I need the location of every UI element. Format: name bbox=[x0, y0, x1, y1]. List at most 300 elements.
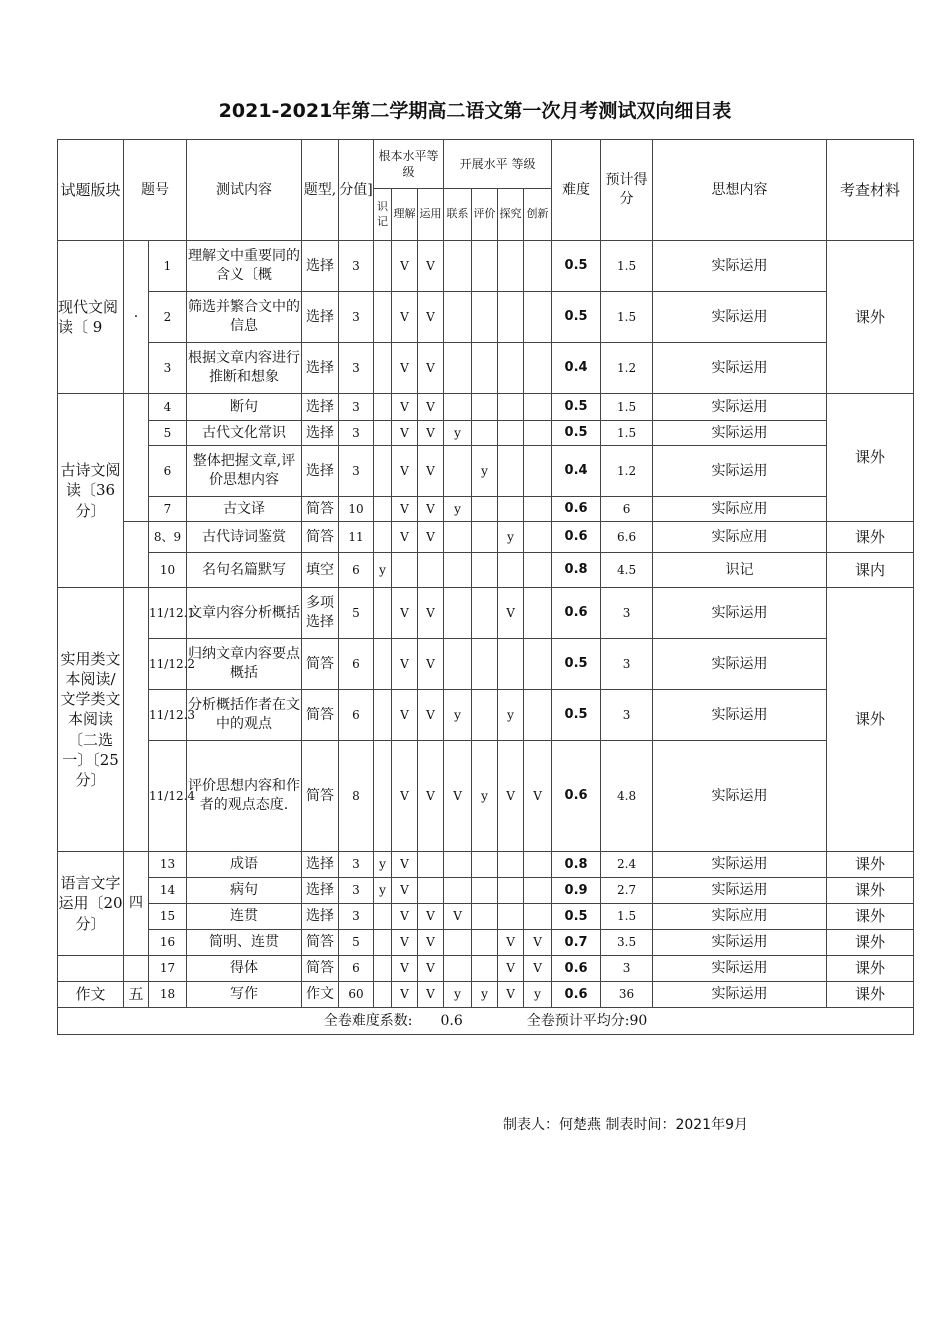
thought-content: 实际应用 bbox=[653, 497, 827, 522]
question-type: 多项选择 bbox=[302, 588, 339, 639]
table-row bbox=[58, 982, 914, 1008]
level-mark bbox=[524, 690, 552, 741]
level-mark: y bbox=[472, 982, 498, 1008]
expected-score: 4.8 bbox=[601, 741, 653, 852]
level-mark bbox=[444, 930, 472, 956]
material-source: 课外 bbox=[827, 588, 914, 852]
level-mark bbox=[472, 852, 498, 878]
level-mark bbox=[498, 343, 524, 394]
header-type: 题型, bbox=[302, 140, 339, 241]
level-mark bbox=[498, 553, 524, 588]
level-mark bbox=[418, 553, 444, 588]
level-mark bbox=[498, 639, 524, 690]
level-mark bbox=[472, 522, 498, 553]
level-mark: V bbox=[418, 292, 444, 343]
expected-score: 2.7 bbox=[601, 878, 653, 904]
question-score: 6 bbox=[339, 690, 374, 741]
question-type: 选择 bbox=[302, 292, 339, 343]
level-mark bbox=[472, 343, 498, 394]
level-mark bbox=[374, 522, 392, 553]
level-mark bbox=[374, 588, 392, 639]
material-source: 课外 bbox=[827, 394, 914, 522]
question-type: 简答 bbox=[302, 741, 339, 852]
level-mark: V bbox=[392, 292, 418, 343]
level-mark: V bbox=[392, 930, 418, 956]
level-mark bbox=[524, 878, 552, 904]
level-mark bbox=[498, 497, 524, 522]
question-number: 11/12.1 bbox=[149, 588, 187, 639]
question-number: 4 bbox=[149, 394, 187, 421]
thought-content: 实际运用 bbox=[653, 930, 827, 956]
level-mark bbox=[472, 690, 498, 741]
level-mark bbox=[444, 522, 472, 553]
question-content: 文章内容分析概括 bbox=[187, 588, 302, 639]
difficulty-value: 0.6 bbox=[552, 956, 601, 982]
header-level-create: 创新 bbox=[524, 189, 552, 241]
question-number: 15 bbox=[149, 904, 187, 930]
level-mark: y bbox=[374, 553, 392, 588]
thought-content: 实际运用 bbox=[653, 241, 827, 292]
question-type: 选择 bbox=[302, 852, 339, 878]
question-type: 填空 bbox=[302, 553, 339, 588]
difficulty-value: 0.4 bbox=[552, 446, 601, 497]
material-source: 课外 bbox=[827, 878, 914, 904]
level-mark bbox=[524, 588, 552, 639]
question-content: 分析概括作者在文中的观点 bbox=[187, 690, 302, 741]
question-score: 3 bbox=[339, 241, 374, 292]
level-mark: V bbox=[418, 446, 444, 497]
level-mark bbox=[524, 522, 552, 553]
difficulty-value: 0.6 bbox=[552, 741, 601, 852]
question-content: 古代文化常识 bbox=[187, 421, 302, 446]
level-mark: V bbox=[498, 588, 524, 639]
question-number: 11/12.4 bbox=[149, 741, 187, 852]
difficulty-value: 0.4 bbox=[552, 343, 601, 394]
level-mark bbox=[374, 446, 392, 497]
expected-score: 1.2 bbox=[601, 343, 653, 394]
footer-credit: 制表人：何楚燕 制表时间：2021年9月 bbox=[503, 1117, 748, 1133]
difficulty-value: 0.5 bbox=[552, 639, 601, 690]
level-mark: y bbox=[374, 852, 392, 878]
summary-average-label: 全卷预计平均分: bbox=[526, 1012, 630, 1029]
table-row bbox=[58, 343, 914, 394]
level-mark: V bbox=[418, 639, 444, 690]
level-mark bbox=[472, 930, 498, 956]
question-score: 60 bbox=[339, 982, 374, 1008]
question-type: 作文 bbox=[302, 982, 339, 1008]
level-mark bbox=[524, 553, 552, 588]
level-mark bbox=[498, 394, 524, 421]
material-source: 课外 bbox=[827, 956, 914, 982]
level-mark bbox=[374, 241, 392, 292]
level-mark bbox=[444, 446, 472, 497]
question-score: 5 bbox=[339, 930, 374, 956]
question-score: 11 bbox=[339, 522, 374, 553]
level-mark bbox=[392, 553, 418, 588]
level-mark: V bbox=[418, 497, 444, 522]
level-mark: V bbox=[392, 741, 418, 852]
level-mark bbox=[524, 639, 552, 690]
header-block: 试题版块 bbox=[58, 140, 124, 241]
level-mark: V bbox=[392, 241, 418, 292]
question-number: 10 bbox=[149, 553, 187, 588]
difficulty-value: 0.6 bbox=[552, 588, 601, 639]
level-mark: V bbox=[418, 982, 444, 1008]
level-mark bbox=[472, 553, 498, 588]
level-mark bbox=[524, 394, 552, 421]
level-mark bbox=[444, 588, 472, 639]
thought-content: 实际运用 bbox=[653, 343, 827, 394]
question-type: 简答 bbox=[302, 639, 339, 690]
question-score: 3 bbox=[339, 292, 374, 343]
question-number: 17 bbox=[149, 956, 187, 982]
level-mark bbox=[374, 904, 392, 930]
thought-content: 实际应用 bbox=[653, 904, 827, 930]
question-score: 3 bbox=[339, 904, 374, 930]
expected-score: 6 bbox=[601, 497, 653, 522]
level-mark: V bbox=[444, 741, 472, 852]
table-row bbox=[58, 421, 914, 446]
level-mark bbox=[524, 343, 552, 394]
level-mark bbox=[374, 292, 392, 343]
table-row bbox=[58, 930, 914, 956]
thought-content: 识记 bbox=[653, 553, 827, 588]
question-number: 2 bbox=[149, 292, 187, 343]
question-score: 8 bbox=[339, 741, 374, 852]
level-mark bbox=[444, 394, 472, 421]
header-level-connect: 联系 bbox=[444, 189, 472, 241]
level-mark bbox=[418, 878, 444, 904]
thought-content: 实际运用 bbox=[653, 741, 827, 852]
question-number: 18 bbox=[149, 982, 187, 1008]
level-mark bbox=[374, 497, 392, 522]
header-material: 考查材料 bbox=[827, 140, 914, 241]
level-mark bbox=[444, 878, 472, 904]
table-row bbox=[58, 394, 914, 421]
level-mark: y bbox=[444, 497, 472, 522]
block-language-mark: 四 bbox=[124, 852, 149, 956]
block-ancient-mark-2 bbox=[124, 522, 149, 588]
expected-score: 3 bbox=[601, 639, 653, 690]
header-content: 测试内容 bbox=[187, 140, 302, 241]
level-mark: V bbox=[392, 982, 418, 1008]
expected-score: 1.5 bbox=[601, 241, 653, 292]
expected-score: 3.5 bbox=[601, 930, 653, 956]
expected-score: 2.4 bbox=[601, 852, 653, 878]
level-mark: V bbox=[524, 956, 552, 982]
question-score: 6 bbox=[339, 956, 374, 982]
level-mark: V bbox=[418, 956, 444, 982]
level-mark: V bbox=[418, 588, 444, 639]
level-mark: V bbox=[418, 904, 444, 930]
question-type: 选择 bbox=[302, 343, 339, 394]
difficulty-value: 0.9 bbox=[552, 878, 601, 904]
block-ancient-reading: 古诗文阅读〔36分〕 bbox=[58, 394, 124, 588]
difficulty-value: 0.5 bbox=[552, 292, 601, 343]
question-content: 评价思想内容和作者的观点态度. bbox=[187, 741, 302, 852]
thought-content: 实际运用 bbox=[653, 292, 827, 343]
thought-content: 实际应用 bbox=[653, 522, 827, 553]
level-mark bbox=[444, 241, 472, 292]
level-mark: V bbox=[392, 904, 418, 930]
level-mark bbox=[444, 956, 472, 982]
difficulty-value: 0.6 bbox=[552, 982, 601, 1008]
level-mark bbox=[418, 852, 444, 878]
level-mark bbox=[472, 497, 498, 522]
thought-content: 实际运用 bbox=[653, 639, 827, 690]
level-mark bbox=[524, 904, 552, 930]
question-score: 3 bbox=[339, 421, 374, 446]
level-mark bbox=[472, 904, 498, 930]
block-language-cont-mark bbox=[124, 956, 149, 982]
table-row bbox=[58, 878, 914, 904]
question-content: 病句 bbox=[187, 878, 302, 904]
difficulty-value: 0.6 bbox=[552, 522, 601, 553]
level-mark: V bbox=[392, 522, 418, 553]
level-mark bbox=[524, 241, 552, 292]
level-mark: V bbox=[418, 241, 444, 292]
difficulty-value: 0.7 bbox=[552, 930, 601, 956]
question-type: 简答 bbox=[302, 930, 339, 956]
header-number: 题号 bbox=[124, 140, 187, 241]
summary-difficulty-value: 0.6 bbox=[440, 1012, 463, 1029]
level-mark bbox=[374, 639, 392, 690]
block-modern-mark: · bbox=[124, 241, 149, 394]
material-source: 课外 bbox=[827, 522, 914, 553]
level-mark bbox=[472, 956, 498, 982]
question-type: 简答 bbox=[302, 522, 339, 553]
question-content: 得体 bbox=[187, 956, 302, 982]
level-mark bbox=[472, 394, 498, 421]
question-content: 理解文中重要同的含义〔概 bbox=[187, 241, 302, 292]
difficulty-value: 0.5 bbox=[552, 394, 601, 421]
difficulty-value: 0.5 bbox=[552, 904, 601, 930]
question-number: 11/12.2 bbox=[149, 639, 187, 690]
question-number: 11/12.3 bbox=[149, 690, 187, 741]
question-score: 10 bbox=[339, 497, 374, 522]
thought-content: 实际运用 bbox=[653, 982, 827, 1008]
summary-difficulty-label: 全卷难度系数: bbox=[323, 1012, 413, 1029]
level-mark bbox=[374, 982, 392, 1008]
level-mark bbox=[444, 639, 472, 690]
summary-cell bbox=[58, 1008, 914, 1035]
question-content: 连贯 bbox=[187, 904, 302, 930]
question-score: 3 bbox=[339, 446, 374, 497]
question-number: 13 bbox=[149, 852, 187, 878]
question-score: 3 bbox=[339, 394, 374, 421]
difficulty-value: 0.5 bbox=[552, 690, 601, 741]
level-mark: V bbox=[498, 956, 524, 982]
level-mark: V bbox=[418, 930, 444, 956]
question-number: 5 bbox=[149, 421, 187, 446]
level-mark: V bbox=[418, 421, 444, 446]
header-expected: 预计得分 bbox=[601, 140, 653, 241]
level-mark: V bbox=[524, 741, 552, 852]
table-row bbox=[58, 690, 914, 741]
question-score: 3 bbox=[339, 852, 374, 878]
question-type: 选择 bbox=[302, 446, 339, 497]
thought-content: 实际运用 bbox=[653, 421, 827, 446]
level-mark bbox=[498, 904, 524, 930]
expected-score: 3 bbox=[601, 588, 653, 639]
level-mark: V bbox=[418, 394, 444, 421]
table-row bbox=[58, 553, 914, 588]
difficulty-value: 0.6 bbox=[552, 497, 601, 522]
level-mark bbox=[498, 241, 524, 292]
question-type: 选择 bbox=[302, 878, 339, 904]
level-mark: V bbox=[498, 930, 524, 956]
difficulty-value: 0.8 bbox=[552, 553, 601, 588]
table-row bbox=[58, 741, 914, 852]
block-ancient-mark bbox=[124, 394, 149, 522]
level-mark: V bbox=[498, 741, 524, 852]
expected-score: 6.6 bbox=[601, 522, 653, 553]
level-mark: y bbox=[444, 982, 472, 1008]
question-content: 筛选并繁合文中的信息 bbox=[187, 292, 302, 343]
question-score: 6 bbox=[339, 639, 374, 690]
question-type: 选择 bbox=[302, 904, 339, 930]
table-row bbox=[58, 956, 914, 982]
level-mark bbox=[524, 852, 552, 878]
block-modern-reading: 现代文阅读〔 9 bbox=[58, 241, 124, 394]
header-level-understand: 理解 bbox=[392, 189, 418, 241]
level-mark bbox=[444, 553, 472, 588]
block-language-tail: 分〕 bbox=[75, 914, 106, 933]
table-row bbox=[58, 852, 914, 878]
question-number: 3 bbox=[149, 343, 187, 394]
difficulty-value: 0.5 bbox=[552, 241, 601, 292]
level-mark: V bbox=[392, 639, 418, 690]
expected-score: 3 bbox=[601, 956, 653, 982]
question-number: 7 bbox=[149, 497, 187, 522]
block-practical-reading: 实用类文本阅读/文学类文本阅读〔二选一〕〔25分〕 bbox=[58, 588, 124, 852]
level-mark: V bbox=[498, 982, 524, 1008]
level-mark bbox=[472, 639, 498, 690]
level-mark bbox=[374, 741, 392, 852]
expected-score: 4.5 bbox=[601, 553, 653, 588]
level-mark bbox=[374, 421, 392, 446]
level-mark bbox=[498, 878, 524, 904]
material-source: 课内 bbox=[827, 553, 914, 588]
level-mark bbox=[374, 343, 392, 394]
question-content: 写作 bbox=[187, 982, 302, 1008]
thought-content: 实际运用 bbox=[653, 446, 827, 497]
question-score: 3 bbox=[339, 878, 374, 904]
question-content: 归纳文章内容要点概括 bbox=[187, 639, 302, 690]
level-mark: y bbox=[498, 690, 524, 741]
question-content: 古文译 bbox=[187, 497, 302, 522]
level-mark bbox=[524, 292, 552, 343]
table-row bbox=[58, 446, 914, 497]
level-mark bbox=[374, 956, 392, 982]
thought-content: 实际运用 bbox=[653, 956, 827, 982]
level-mark bbox=[374, 394, 392, 421]
expected-score: 1.5 bbox=[601, 394, 653, 421]
question-number: 14 bbox=[149, 878, 187, 904]
expected-score: 1.5 bbox=[601, 904, 653, 930]
table-row bbox=[58, 292, 914, 343]
level-mark: y bbox=[444, 421, 472, 446]
header-advanced-level: 开展水平 等级 bbox=[444, 140, 552, 189]
level-mark: y bbox=[472, 741, 498, 852]
question-content: 整体把握文章,评价思想内容 bbox=[187, 446, 302, 497]
level-mark: V bbox=[444, 904, 472, 930]
level-mark bbox=[374, 930, 392, 956]
level-mark: y bbox=[524, 982, 552, 1008]
level-mark bbox=[444, 343, 472, 394]
level-mark bbox=[498, 852, 524, 878]
table-row bbox=[58, 522, 914, 553]
level-mark bbox=[472, 241, 498, 292]
header-score: 分值] bbox=[339, 140, 374, 241]
question-content: 古代诗词鉴赏 bbox=[187, 522, 302, 553]
level-mark bbox=[472, 292, 498, 343]
question-content: 简明、连贯 bbox=[187, 930, 302, 956]
level-mark bbox=[472, 588, 498, 639]
block-practical-mark bbox=[124, 588, 149, 852]
level-mark: V bbox=[392, 852, 418, 878]
level-mark bbox=[472, 421, 498, 446]
thought-content: 实际运用 bbox=[653, 690, 827, 741]
thought-content: 实际运用 bbox=[653, 878, 827, 904]
level-mark: V bbox=[418, 741, 444, 852]
header-row-1 bbox=[58, 140, 914, 189]
question-score: 5 bbox=[339, 588, 374, 639]
level-mark: V bbox=[418, 522, 444, 553]
level-mark bbox=[498, 292, 524, 343]
question-type: 选择 bbox=[302, 421, 339, 446]
question-score: 6 bbox=[339, 553, 374, 588]
level-mark: V bbox=[392, 690, 418, 741]
level-mark bbox=[498, 446, 524, 497]
summary-row bbox=[58, 1008, 914, 1035]
block-language-use bbox=[58, 852, 124, 956]
level-mark: V bbox=[392, 343, 418, 394]
question-number: 8、9 bbox=[149, 522, 187, 553]
expected-score: 36 bbox=[601, 982, 653, 1008]
material-source: 课外 bbox=[827, 930, 914, 956]
thought-content: 实际运用 bbox=[653, 394, 827, 421]
question-content: 成语 bbox=[187, 852, 302, 878]
question-score: 3 bbox=[339, 343, 374, 394]
block-language-cont bbox=[58, 956, 124, 982]
block-essay: 作文 bbox=[58, 982, 124, 1008]
question-type: 选择 bbox=[302, 241, 339, 292]
level-mark bbox=[444, 292, 472, 343]
header-thought: 思想内容 bbox=[653, 140, 827, 241]
level-mark: V bbox=[392, 446, 418, 497]
header-difficulty: 难度 bbox=[552, 140, 601, 241]
expected-score: 1.5 bbox=[601, 421, 653, 446]
level-mark: V bbox=[418, 690, 444, 741]
question-content: 名句名篇默写 bbox=[187, 553, 302, 588]
level-mark: V bbox=[392, 497, 418, 522]
level-mark bbox=[524, 497, 552, 522]
level-mark bbox=[498, 421, 524, 446]
level-mark: y bbox=[472, 446, 498, 497]
table-row bbox=[58, 588, 914, 639]
level-mark: V bbox=[392, 956, 418, 982]
header-basic-level: 根本水平等级 bbox=[374, 140, 444, 189]
material-source: 课外 bbox=[827, 904, 914, 930]
header-level-recall: 识记 bbox=[374, 189, 392, 241]
table-row bbox=[58, 241, 914, 292]
question-content: 断句 bbox=[187, 394, 302, 421]
question-type: 简答 bbox=[302, 690, 339, 741]
summary-average-value: 90 bbox=[629, 1012, 648, 1029]
material-source: 课外 bbox=[827, 852, 914, 878]
level-mark bbox=[374, 690, 392, 741]
